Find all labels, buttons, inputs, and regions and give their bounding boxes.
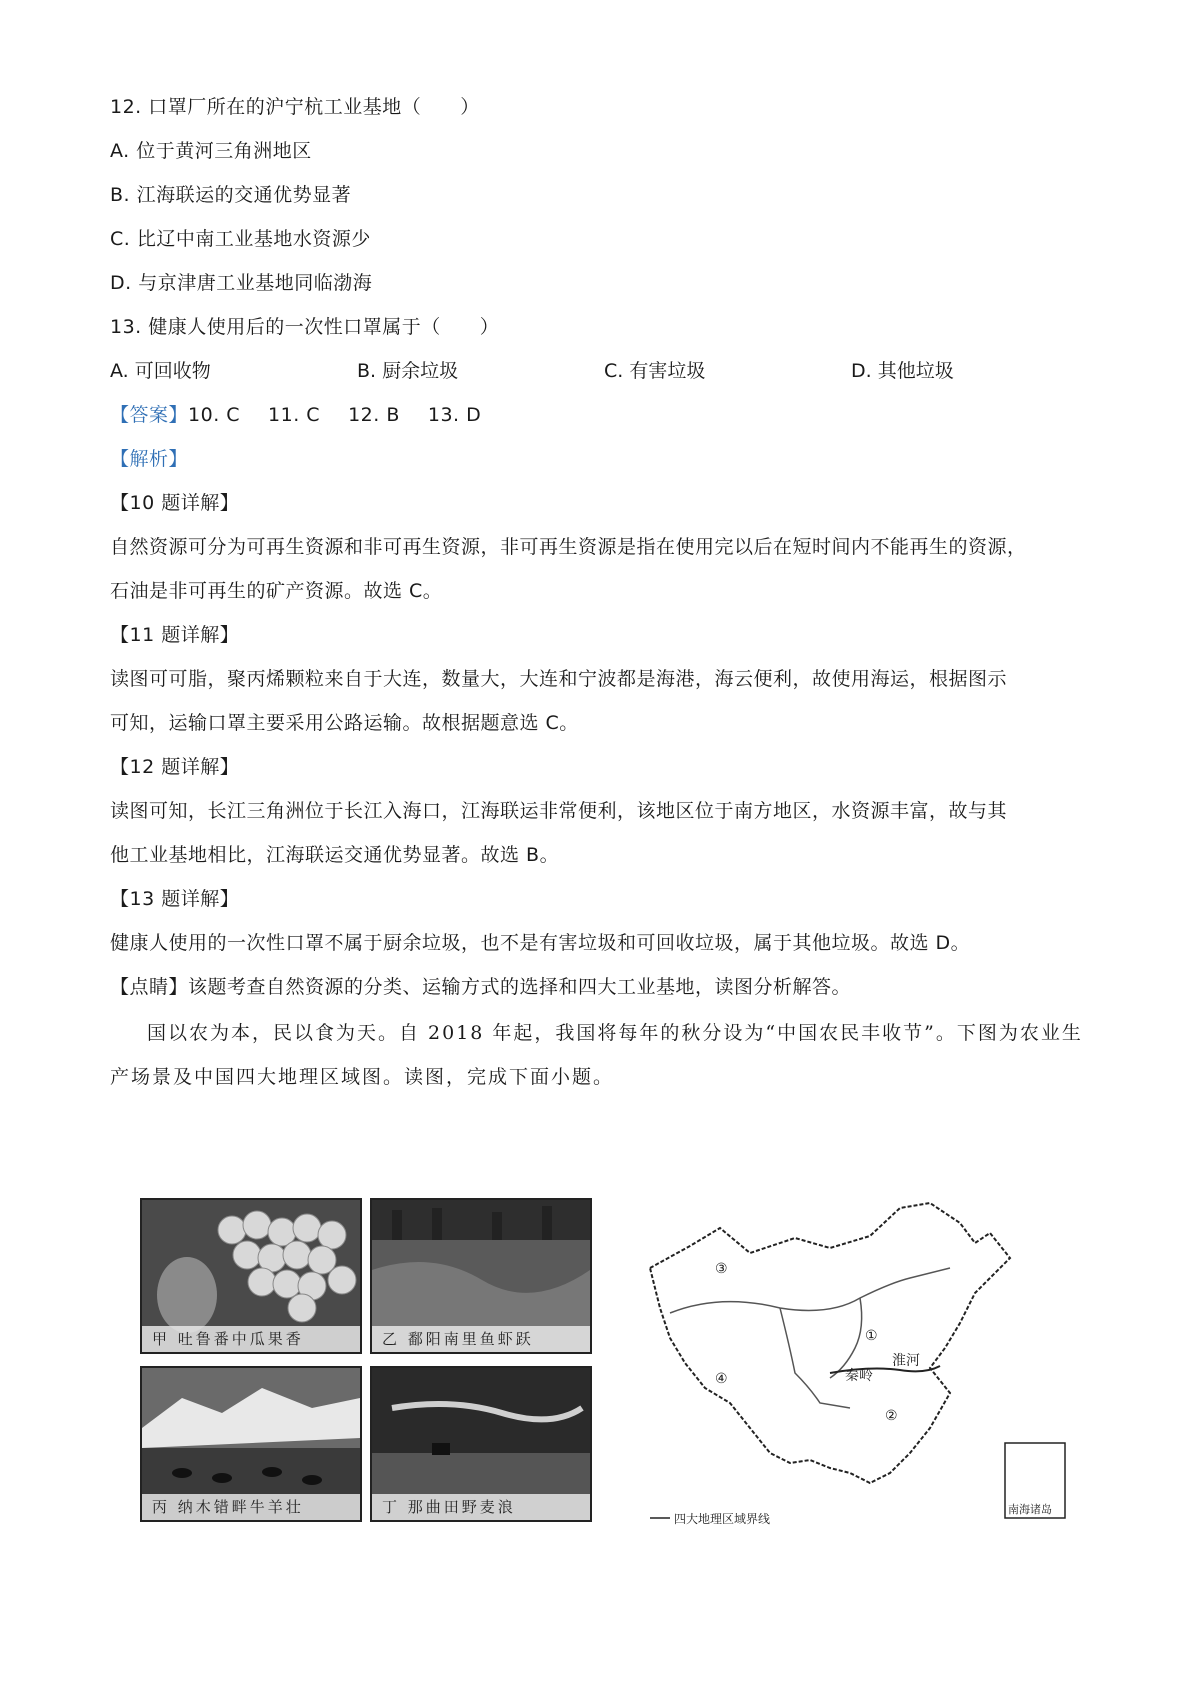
q12-option-c: C. 比辽中南工业基地水资源少 <box>110 228 371 250</box>
map-marker: ① <box>865 1328 878 1344</box>
map-marker: ③ <box>715 1261 728 1277</box>
photo-caption: 乙 鄱阳南里鱼虾跃 <box>372 1326 590 1352</box>
q13-option-c: C. 有害垃圾 <box>604 360 706 382</box>
region-boundary <box>670 1268 950 1313</box>
map-legend: 四大地理区域界线 <box>674 1512 771 1526</box>
answer-line <box>110 402 481 428</box>
q12-option-a: A. 位于黄河三角洲地区 <box>110 140 312 162</box>
detail-heading-13: 【13 题详解】 <box>110 888 240 910</box>
map-label-qinling: 秦岭 <box>845 1368 873 1384</box>
photo-caption: 丁 那曲田野麦浪 <box>372 1494 590 1520</box>
detail-text: 健康人使用的一次性口罩不属于厨余垃圾，也不是有害垃圾和可回收垃圾，属于其他垃圾。故选 D。 <box>110 932 971 954</box>
q12-option-b: B. 江海联运的交通优势显著 <box>110 184 352 206</box>
detail-heading-10: 【10 题详解】 <box>110 492 240 514</box>
region-boundary <box>830 1298 862 1378</box>
detail-text: 石油是非可再生的矿产资源。故选 C。 <box>110 580 443 602</box>
q13-stem: 13. 健康人使用后的一次性口罩属于（ ） <box>110 316 500 338</box>
answer-item: 10. C <box>188 404 241 426</box>
photo-bing <box>140 1366 362 1522</box>
photo-yi <box>370 1198 592 1354</box>
photo-caption: 甲 吐鲁番中瓜果香 <box>142 1326 360 1352</box>
agriculture-figure <box>140 1198 1080 1543</box>
inset-label: 南海诸岛 <box>1008 1503 1052 1516</box>
detail-text: 自然资源可分为可再生资源和非可再生资源，非可再生资源是指在使用完以后在短时间内不能再生的资源， <box>110 536 1027 558</box>
intro-text: 国以农为本，民以食为天。自 2018 年起，我国将每年的秋分设为“中国农民丰收节”。下图为农业生 <box>147 1022 1083 1044</box>
photo-caption: 丙 纳木错畔牛羊壮 <box>142 1494 360 1520</box>
map-marker: ④ <box>715 1371 728 1387</box>
detail-text: 读图可可脂，聚丙烯颗粒来自于大连，数量大，大连和宁波都是海港，海云便利，故使用海运，根据图示 <box>110 668 1008 690</box>
answer-item: 13. D <box>427 404 482 426</box>
q12-stem: 12. 口罩厂所在的沪宁杭工业基地（ ） <box>110 96 480 118</box>
answer-label: 【答案】 <box>110 404 189 426</box>
detail-text: 可知，运输口罩主要采用公路运输。故根据题意选 C。 <box>110 712 579 734</box>
detail-text: 他工业基地相比，江海联运交通优势显著。故选 B。 <box>110 844 560 866</box>
china-regions-map <box>630 1198 1080 1543</box>
map-marker: ② <box>885 1408 898 1424</box>
answer-item: 11. C <box>268 404 321 426</box>
q13-option-a: A. 可回收物 <box>110 360 211 382</box>
photo-ding <box>370 1366 592 1522</box>
detail-heading-12: 【12 题详解】 <box>110 756 240 778</box>
answer-item: 12. B <box>348 404 400 426</box>
region-boundary <box>780 1308 850 1408</box>
q13-option-b: B. 厨余垃圾 <box>357 360 459 382</box>
map-svg <box>630 1198 1080 1543</box>
q13-option-d: D. 其他垃圾 <box>851 360 954 382</box>
analysis-label: 【解析】 <box>110 448 189 470</box>
detail-text: 读图可知，长江三角洲位于长江入海口，江海联运非常便利，该地区位于南方地区，水资源丰富，故与其 <box>110 800 1008 822</box>
map-label-huaihe: 淮河 <box>892 1353 920 1369</box>
intro-text: 产场景及中国四大地理区域图。读图，完成下面小题。 <box>110 1066 615 1088</box>
detail-heading-11: 【11 题详解】 <box>110 624 240 646</box>
china-outline <box>650 1203 1010 1483</box>
q12-option-d: D. 与京津唐工业基地同临渤海 <box>110 272 373 294</box>
photo-jia <box>140 1198 362 1354</box>
point-note: 【点睛】该题考查自然资源的分类、运输方式的选择和四大工业基地，读图分析解答。 <box>110 976 852 998</box>
